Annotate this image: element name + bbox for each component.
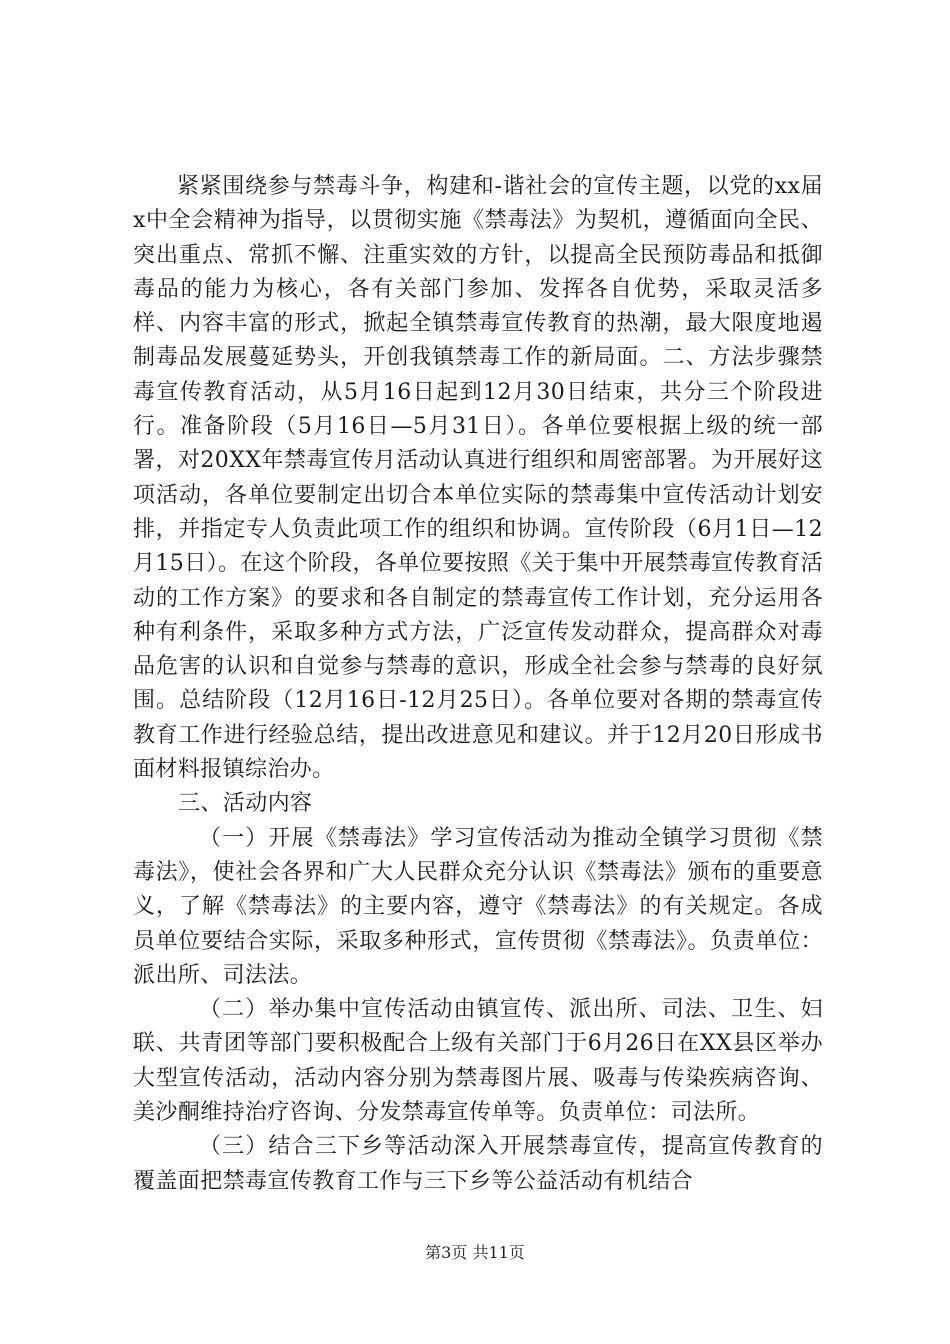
section-heading-activities: 三、活动内容 [178,791,313,817]
paragraph-activity-2: （二）举办集中宣传活动由镇宣传、派出所、司法、卫生、妇联、共青团等部门要积极配合上级有关部门于6月26日在XX县区举办大型宣传活动，活动内容分别为禁毒图片展、吸毒与传染疾病咨询、美沙酮维持治疗咨询、分发禁毒宣传单等。负责单位：司法所。 [133,997,823,1126]
document-body [133,170,823,1199]
paragraph-activity-1: （一）开展《禁毒法》学习宣传活动为推动全镇学习贯彻《禁毒法》，使社会各界和广大人民群众充分认识《禁毒法》颁布的重要意义，了解《禁毒法》的主要内容，遵守《禁毒法》的有关规定。各成员单位要结合实际，采取多种形式，宣传贯彻《禁毒法》。负责单位：派出所、司法法。 [133,825,823,988]
paragraph-activity-3: （三）结合三下乡等活动深入开展禁毒宣传，提高宣传教育的覆盖面把禁毒宣传教育工作与三下乡等公益活动有机结合 [133,1134,823,1194]
paragraph-theme-and-steps: 紧紧围绕参与禁毒斗争，构建和-谐社会的宣传主题，以党的xx届x中全会精神为指导，以贯彻实施《禁毒法》为契机，遵循面向全民、突出重点、常抓不懈、注重实效的方针，以提高全民预防毒品和抵御毒品的能力为核心，各有关部门参加、发挥各自优势，采取灵活多样、内容丰富的形式，掀起全镇禁毒宣传教育的热潮，最大限度地遏制毒品发展蔓延势头，开创我镇禁毒工作的新局面。二、方法步骤禁毒宣传教育活动，从5月16日起到12月30日结束，共分三个阶段进行。准备阶段（5月16日—5月31日）。各单位要根据上级的统一部署，对20XX年禁毒宣传月活动认真进行组织和周密部署。为开展好这项活动，各单位要制定出切合本单位实际的禁毒集中宣传活动计划安排，并指定专人负责此项工作的组织和协调。宣传阶段（6月1日—12月15日）。在这个阶段，各单位要按照《关于集中开展禁毒宣传教育活动的工作方案》的要求和各自制定的禁毒宣传工作计划，充分运用各种有利条件，采取多种方式方法，广泛宣传发动群众，提高群众对毒品危害的认识和自觉参与禁毒的意识，形成全社会参与禁毒的良好氛围。总结阶段（12月16日-12月25日）。各单位要对各期的禁毒宣传教育工作进行经验总结，提出改进意见和建议。并于12月20日形成书面材料报镇综治办。 [133,174,823,783]
page-number-footer: 第3页 共11页 [425,1243,525,1262]
